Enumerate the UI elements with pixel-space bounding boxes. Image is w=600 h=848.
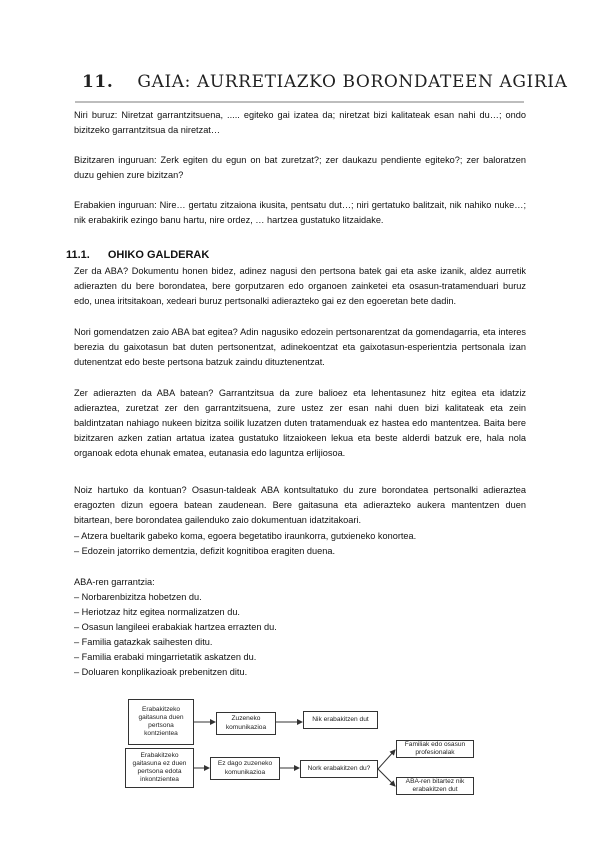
chapter-title <box>82 72 567 92</box>
intro-about-me: Niri buruz: Niretzat garrantzitsuena, ..... egiteko gai izatea da; niretzat bizi kalitateak esan nahi du…; ondo bizitzeko garrantzitsua da niretzat… <box>74 110 526 135</box>
section-heading <box>66 249 209 261</box>
faq-what-is-aba: Zer da ABA? Dokumentu honen bidez, adinez nagusi den pertsona batek gai eta aske izanik, aldez aurretik adierazten du bere borondatea, bere gorputzaren edo organoen zainketei eta osasun-tratamenduari buruz edo, unea iritsitakoan, xedeari buruz pertsonalki adierazteko gai ez den egoeretan bete dadin. <box>74 266 526 306</box>
faq-who-should: Nori gomendatzen zaio ABA bat egitea? Adin nagusiko edozein pertsonarentzat da gomendagarria, eta interes berezia du gaixotasun bat duten pertsonentzat, adinekoentzat eta gaixotasun-esperientzia pertsonala izan dutenentzat edo beste pertsona batzuk zaindu dituztenentzat. <box>74 327 526 367</box>
section-number: 11.1. <box>66 249 90 261</box>
list-item: – Familia gatazkak saihesten ditu. <box>74 635 526 650</box>
box-no-direct-communication: Ez dago zuzeneko komunikazioa <box>210 757 280 780</box>
list-item: – Heriotzaz hitz egitea normalizatzen du. <box>74 605 526 620</box>
box-capable-person: Erabakitzeko gaitasuna duen pertsona kontzientea <box>128 699 194 745</box>
importance-list <box>74 590 526 680</box>
conditions-list <box>74 529 526 559</box>
box-family-or-professionals: Familiak edo osasun profesionalak <box>396 740 474 758</box>
intro-about-life: Bizitzaren inguruan: Zerk egiten du egun on bat zuretzat?; zer daukazu pendiente egiteko?; zer baloratzen duzu gehien zure bizitzan? <box>74 155 526 180</box>
list-item: – Norbarenbizitza hobetzen du. <box>74 590 526 605</box>
box-i-decide: Nik erabakitzen dut <box>303 711 378 729</box>
chapter-title-text: GAIA: AURRETIAZKO BORONDATEEN AGIRIA <box>137 72 568 92</box>
list-item: – Familia erabaki mingarrietatik askatzen du. <box>74 650 526 665</box>
faq-what-is-stated: Zer adierazten da ABA batean? Garrantzitsua da zure balioez eta lehentasunez hitz egitea eta idatziz adieraztea, zuretzat zer den garrantzitsuena, zure ustez zer esan nahi duen bizi kalitateak eta zein baldintzatan nahiago nukeen bizitza soilik luzatzen duten tratamenduak ez hastea edo mantentzea. Baita bere bizitzaren azken zatian artatua izatea gustatuko litzaiokeen lekua eta beste alderdi batzuk ere, hala nola organoak edota ehunak ematea, eutanasia edo laguntza erlijiosoa. <box>74 388 526 458</box>
chapter-number: 11. <box>82 72 114 92</box>
box-incapable-person: Erabakitzeko gaitasuna ez duen pertsona edota inkontzientea <box>125 748 194 788</box>
list-item: – Edozein jatorriko dementzia, defizit kognitiboa eragiten duena. <box>74 544 526 559</box>
faq-when-considered: Noiz hartuko da kontuan? Osasun-taldeak ABA kontsultatuko du zure borondatea pertsonalki adieraztea eragozten dizun egoera batean zaudenean. Bere gaitasuna eta adierazteko aukera mantentzen duen bitartean, bere borondatea gailenduko zaio dokumentuan idatzitakoari. <box>74 485 526 525</box>
box-direct-communication: Zuzeneko komunikazioa <box>216 712 276 735</box>
box-who-decides: Nork erabakitzen du? <box>300 760 378 778</box>
title-divider <box>75 101 524 103</box>
box-via-aba: ABA-ren bitartez nik erabakitzen dut <box>396 777 474 795</box>
list-item: – Osasun langileei erabakiak hartzea errazten du. <box>74 620 526 635</box>
intro-about-decisions: Erabakien inguruan: Nire… gertatu zitzaiona ikusita, pentsatu dut…; niri gertatuko balitzait, nik nahiko nuke…; nik erabakirik ezingo banu hartu, nire ordez, … hartzea gustatuko litzaidake. <box>74 200 526 225</box>
section-title: OHIKO GALDERAK <box>107 249 210 261</box>
list-item: – Atzera bueltarik gabeko koma, egoera begetatibo iraunkorra, gutxieneko konortea. <box>74 529 526 544</box>
importance-heading: ABA-ren garrantzia: <box>74 577 155 587</box>
list-item: – Doluaren konplikazioak prebenitzen ditu. <box>74 665 526 680</box>
